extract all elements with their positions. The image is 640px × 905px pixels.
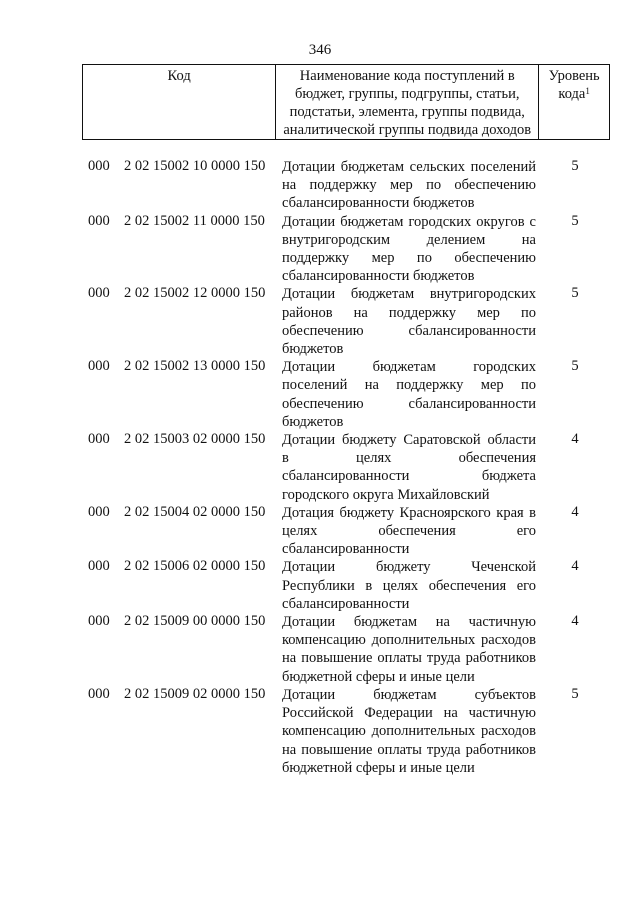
- page-number: 346: [308, 42, 332, 58]
- row-level: 5: [571, 285, 579, 302]
- row-admin-code: 000: [88, 158, 110, 174]
- row-name: Дотации бюджету Чеченской Республики в целях обеспечения его сбалансированности: [282, 559, 536, 612]
- row-level: 5: [571, 685, 579, 702]
- table-header: [82, 64, 610, 140]
- footnote-marker: 1: [585, 86, 590, 96]
- table-row: [0, 285, 640, 358]
- row-admin-code: 000: [88, 503, 110, 520]
- row-level: 5: [571, 358, 579, 375]
- row-code: 2 02 15003 02 0000 150: [124, 431, 266, 448]
- row-code: 2 02 15009 02 0000 150: [124, 685, 266, 702]
- row-admin-code: 000: [88, 285, 110, 302]
- row-level: 5: [571, 158, 579, 174]
- table-row: [0, 558, 640, 613]
- row-name: Дотации бюджетам субъектов Российской Федерации на частичную компенсацию дополнительных расходов на повышение оплаты труда работников бюджетной сферы и иные цели: [282, 686, 536, 776]
- table-row: [0, 504, 640, 559]
- row-code: 2 02 15002 12 0000 150: [124, 285, 266, 302]
- row-name: Дотация бюджету Красноярского края в целях обеспечения его сбалансированности: [282, 504, 536, 558]
- table-row: [0, 213, 640, 286]
- row-code: 2 02 15002 11 0000 150: [124, 212, 265, 229]
- header-level-label: Уровень кода: [548, 68, 600, 102]
- row-name: Дотации бюджету Саратовской области в целях обеспечения сбалансированности бюджета городского округа Михайловский: [282, 432, 536, 503]
- table-body: [0, 158, 640, 777]
- row-name: Дотации бюджетам внутригородских районов на поддержку мер по обеспечению сбалансированности бюджетов: [282, 286, 536, 358]
- row-admin-code: 000: [88, 212, 110, 229]
- row-admin-code: 000: [88, 358, 110, 375]
- row-code: 2 02 15002 13 0000 150: [124, 358, 266, 375]
- header-name: Наименование кода поступлений в бюджет, группы, подгруппы, статьи, подстатьи, элемента, группы подвида, аналитической группы подвида доходов: [276, 65, 539, 139]
- row-name: Дотации бюджетам городских поселений на поддержку мер по обеспечению сбалансированности бюджетов: [282, 359, 536, 430]
- row-level: 4: [571, 558, 579, 575]
- row-level: 4: [571, 503, 579, 520]
- row-level: 4: [571, 613, 579, 630]
- row-name: Дотации бюджетам сельских поселений на поддержку мер по обеспечению сбалансированности бюджетов: [282, 159, 536, 212]
- row-admin-code: 000: [88, 613, 110, 630]
- row-admin-code: 000: [88, 685, 110, 702]
- row-level: 5: [571, 212, 579, 229]
- row-code: 2 02 15002 10 0000 150: [124, 158, 266, 174]
- header-code: Код: [83, 65, 276, 139]
- header-level: [539, 65, 609, 139]
- row-code: 2 02 15004 02 0000 150: [124, 503, 266, 520]
- row-code: 2 02 15009 00 0000 150: [124, 613, 266, 630]
- table-row: [0, 358, 640, 431]
- row-level: 4: [571, 431, 579, 448]
- row-admin-code: 000: [88, 431, 110, 448]
- row-code: 2 02 15006 02 0000 150: [124, 558, 266, 575]
- row-admin-code: 000: [88, 558, 110, 575]
- row-name: Дотации бюджетам на частичную компенсацию дополнительных расходов на повышение оплаты труда работников бюджетной сферы и иные цели: [282, 614, 536, 685]
- table-row: [0, 431, 640, 504]
- table-row: [0, 686, 640, 777]
- table-row: [0, 613, 640, 686]
- row-name: Дотации бюджетам городских округов с внутригородским делением на поддержку мер по обеспечению сбалансированности бюджетов: [282, 213, 536, 285]
- table-row: [0, 158, 640, 213]
